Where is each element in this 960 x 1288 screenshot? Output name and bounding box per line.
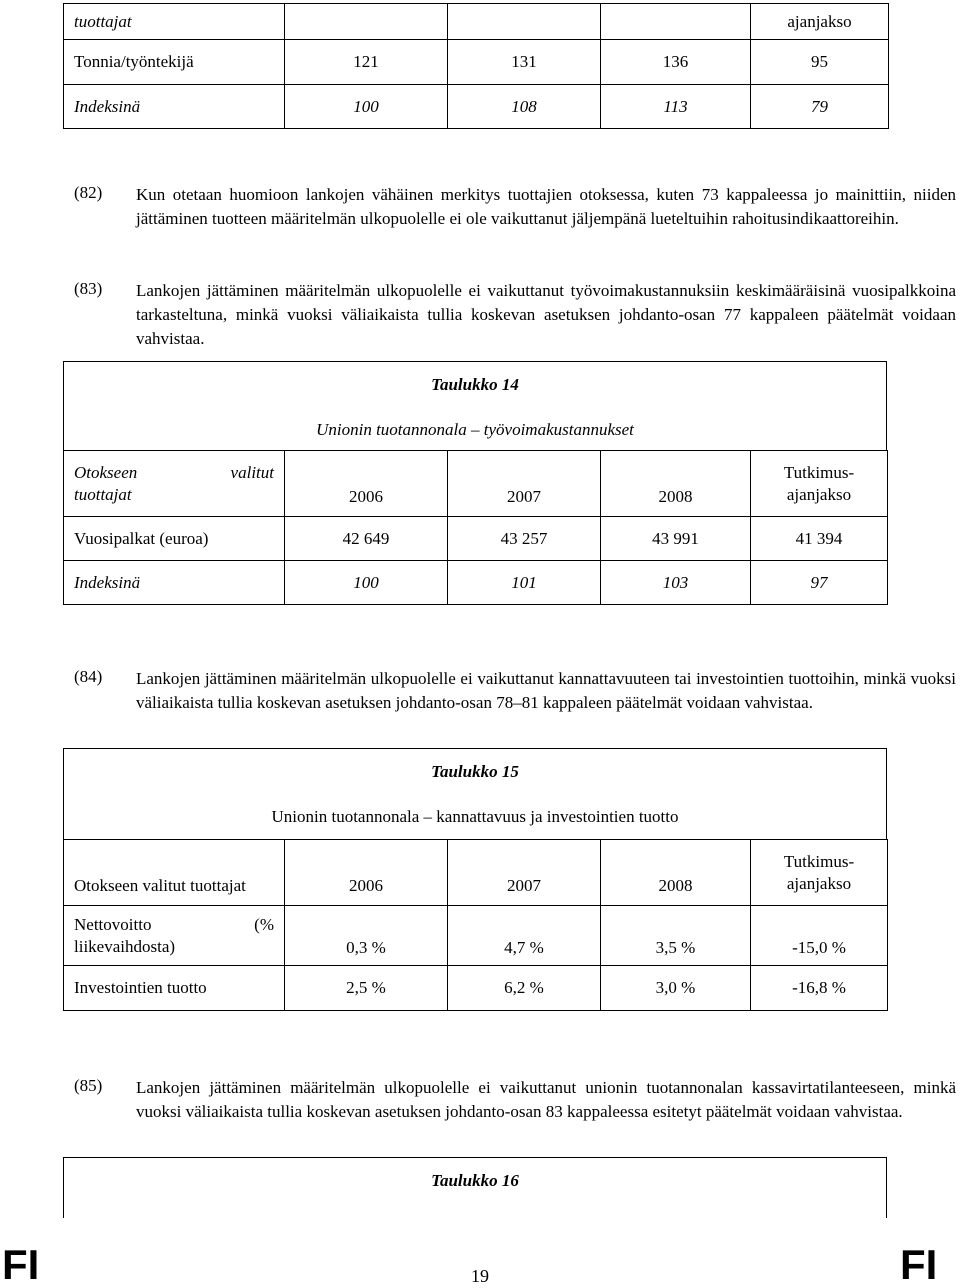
table-header-year: 2006 xyxy=(285,840,448,906)
header-label-part: Otokseen xyxy=(74,462,138,482)
table-title: Taulukko 15 xyxy=(431,762,519,781)
table-header-period xyxy=(751,840,888,906)
paragraph-text: Lankojen jättäminen määritelmän ulkopuolelle ei vaikuttanut kannattavuuteen tai investointien tuottoihin, minkä vuoksi väliaikaista tullia koskevan asetuksen johdanto-osan 78–81 kappaleen päätelmät voidaan vahvistaa. xyxy=(136,669,956,712)
header-period-part: ajanjakso xyxy=(786,484,852,504)
paragraph-83 xyxy=(74,279,956,351)
table-subtitle: Unionin tuotannonala – työvoimakustannukset xyxy=(316,420,634,439)
language-code-right: FI xyxy=(900,1241,938,1288)
cell-label-part: Nettovoitto xyxy=(74,914,152,934)
cell-label-part: liikevaihdosta) xyxy=(74,936,176,956)
table-header-year: 2007 xyxy=(448,840,601,906)
header-period-part: Tutkimus- xyxy=(783,851,855,871)
table-cell-label: Tonnia/työntekijä xyxy=(64,40,285,85)
table-row xyxy=(64,40,889,85)
table-cell: 136 xyxy=(601,40,751,85)
table-cell: 4,7 % xyxy=(448,906,601,966)
table-top xyxy=(63,3,889,129)
table-cell: 3,5 % xyxy=(601,906,751,966)
table-row xyxy=(64,517,888,561)
paragraph-84 xyxy=(74,667,956,715)
table-cell: 43 257 xyxy=(448,517,601,561)
header-label-part: tuottajat xyxy=(74,484,132,504)
header-label-part: valitut xyxy=(230,462,274,482)
table-cell xyxy=(285,4,448,40)
table-cell: 100 xyxy=(285,85,448,129)
table-cell: 100 xyxy=(285,561,448,605)
header-period-part: Tutkimus- xyxy=(783,462,855,482)
table-cell-label: Indeksinä xyxy=(64,561,285,605)
table-row xyxy=(64,561,888,605)
paragraph-number: (85) xyxy=(74,1076,103,1095)
header-period-part: ajanjakso xyxy=(786,873,852,893)
table-cell: 3,0 % xyxy=(601,966,751,1011)
table-row xyxy=(64,966,888,1011)
table-cell: 41 394 xyxy=(751,517,888,561)
table-16-caption xyxy=(63,1157,887,1218)
table-header-period xyxy=(751,451,888,517)
table-15-caption xyxy=(63,748,887,839)
table-cell: 121 xyxy=(285,40,448,85)
paragraph-text: Lankojen jättäminen määritelmän ulkopuolelle ei vaikuttanut unionin tuotannonalan kassavirtatilanteeseen, minkä vuoksi väliaikaista tullia koskevan asetuksen johdanto-osan 83 kappaleessa esitetyt päätelmät voidaan vahvistaa. xyxy=(136,1078,956,1121)
table-cell: 95 xyxy=(751,40,889,85)
paragraph-text: Lankojen jättäminen määritelmän ulkopuolelle ei vaikuttanut työvoimakustannuksiin keskimääräisinä vuosipalkkoina tarkasteltuna, minkä vuoksi väliaikaista tullia koskevan asetuksen johdanto-osan 77 kappaleen päätelmät voidaan vahvistaa. xyxy=(136,281,956,348)
table-cell: -15,0 % xyxy=(751,906,888,966)
table-cell xyxy=(601,4,751,40)
paragraph-number: (82) xyxy=(74,183,103,202)
language-code-left: FI xyxy=(2,1241,40,1288)
table-cell xyxy=(448,4,601,40)
paragraph-number: (84) xyxy=(74,667,103,686)
table-cell: 101 xyxy=(448,561,601,605)
table-header-year: 2006 xyxy=(285,451,448,517)
table-title: Taulukko 16 xyxy=(431,1171,519,1190)
table-row xyxy=(64,85,889,129)
table-header-year: 2008 xyxy=(601,840,751,906)
paragraph-82 xyxy=(74,183,956,231)
table-row xyxy=(64,906,888,966)
table-cell: 2,5 % xyxy=(285,966,448,1011)
table-header-label: Otokseen valitut tuottajat xyxy=(64,840,285,906)
paragraph-number: (83) xyxy=(74,279,103,298)
table-cell: 131 xyxy=(448,40,601,85)
table-cell: 42 649 xyxy=(285,517,448,561)
table-14 xyxy=(63,450,888,605)
table-header-row xyxy=(64,451,888,517)
table-cell: 43 991 xyxy=(601,517,751,561)
paragraph-85 xyxy=(74,1076,956,1124)
table-title: Taulukko 14 xyxy=(431,375,519,394)
table-cell: 6,2 % xyxy=(448,966,601,1011)
table-cell: 97 xyxy=(751,561,888,605)
table-header-year: 2007 xyxy=(448,451,601,517)
table-14-caption xyxy=(63,361,887,450)
table-cell: 0,3 % xyxy=(285,906,448,966)
cell-label-part: (% xyxy=(254,914,274,934)
table-cell: 103 xyxy=(601,561,751,605)
table-cell: ajanjakso xyxy=(751,4,889,40)
table-header-year: 2008 xyxy=(601,451,751,517)
table-header-label xyxy=(64,451,285,517)
table-header-row xyxy=(64,840,888,906)
table-cell-label xyxy=(64,906,285,966)
table-cell: -16,8 % xyxy=(751,966,888,1011)
table-cell: 79 xyxy=(751,85,889,129)
table-cell: 113 xyxy=(601,85,751,129)
paragraph-text: Kun otetaan huomioon lankojen vähäinen merkitys tuottajien otoksessa, kuten 73 kappaleessa jo mainittiin, niiden jättäminen tuotteen määritelmän ulkopuolelle ei ole vaikuttanut jäljempänä lueteltuihin rahoitusindikaattoreihin. xyxy=(136,185,956,228)
table-cell-label: Indeksinä xyxy=(64,85,285,129)
table-15 xyxy=(63,839,888,1011)
table-cell-label: Vuosipalkat (euroa) xyxy=(64,517,285,561)
page-number: 19 xyxy=(471,1266,489,1286)
table-row xyxy=(64,4,889,40)
table-cell: 108 xyxy=(448,85,601,129)
table-cell-label: tuottajat xyxy=(64,4,285,40)
table-cell-label: Investointien tuotto xyxy=(64,966,285,1011)
table-subtitle: Unionin tuotannonala – kannattavuus ja investointien tuotto xyxy=(271,807,679,826)
